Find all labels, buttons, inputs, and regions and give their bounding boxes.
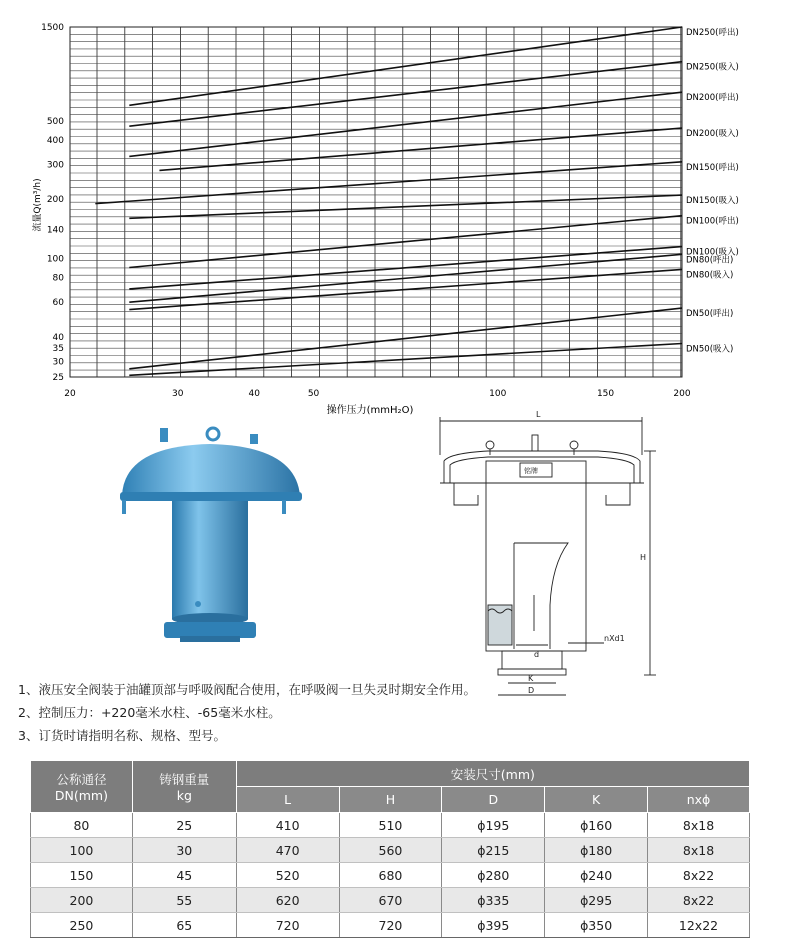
cell: 25	[132, 813, 236, 838]
cell: 12x22	[648, 913, 750, 938]
cell: ϕ395	[442, 913, 545, 938]
legend-label: DN100(吸入)	[686, 247, 739, 258]
cell: 200	[31, 888, 133, 913]
legend-label: DN50(吸入)	[686, 344, 734, 355]
y-tick-label: 400	[46, 135, 64, 146]
cell: 55	[132, 888, 236, 913]
header-H: H	[339, 787, 442, 813]
header-weight-line2: kg	[176, 788, 192, 803]
x-tick-label: 20	[64, 389, 76, 399]
x-tick-label: 100	[489, 389, 507, 399]
header-weight-line1: 铸钢重量	[159, 772, 210, 787]
header-D: D	[442, 787, 545, 813]
cell: 560	[339, 838, 442, 863]
legend-label: DN200(呼出)	[686, 93, 739, 104]
cell: ϕ160	[545, 813, 648, 838]
label-d: d	[534, 650, 540, 659]
cell: 520	[236, 863, 339, 888]
cell: ϕ350	[545, 913, 648, 938]
y-tick-label: 35	[52, 344, 64, 355]
cell: 620	[236, 888, 339, 913]
y-tick-label: 40	[52, 332, 64, 343]
cell: 8x18	[648, 813, 750, 838]
header-L: L	[236, 787, 339, 813]
label-L: L	[536, 410, 541, 419]
header-install: 安装尺寸(mm)	[236, 761, 749, 787]
y-tick-label: 200	[46, 195, 64, 206]
legend-label: DN250(吸入)	[686, 62, 739, 73]
y-tick-label: 25	[52, 373, 64, 383]
label-nameplate: 铭牌	[524, 467, 538, 475]
valve-photo	[110, 418, 310, 658]
cell: 150	[31, 863, 133, 888]
cell: ϕ215	[442, 838, 545, 863]
table-row	[31, 838, 750, 863]
cell: 8x22	[648, 863, 750, 888]
x-tick-label: 50	[307, 389, 320, 399]
valve-drawing	[428, 405, 660, 700]
label-K: K	[528, 674, 534, 683]
cell: 8x22	[648, 888, 750, 913]
x-tick-label: 200	[673, 389, 691, 399]
series-line	[129, 216, 682, 268]
cell: ϕ280	[442, 863, 545, 888]
table-row	[31, 863, 750, 888]
note-1: 1、液压安全阀装于油罐顶部与呼吸阀配合使用，在呼吸阀一旦失灵时期安全作用。	[18, 682, 476, 697]
cell: 510	[339, 813, 442, 838]
legend-label: DN150(吸入)	[686, 196, 739, 207]
y-tick-label: 1500	[41, 23, 64, 33]
series-line	[129, 195, 682, 218]
x-tick-label: 150	[596, 389, 615, 399]
legend-label: DN80(呼出)	[686, 255, 734, 266]
header-dn-line2: DN(mm)	[54, 788, 108, 803]
header-weight	[132, 761, 236, 813]
label-nxd1: nXd1	[604, 634, 625, 643]
y-tick-label: 300	[46, 160, 64, 171]
series-line	[129, 92, 682, 156]
notes	[18, 678, 476, 747]
cell: ϕ180	[545, 838, 648, 863]
header-dn	[31, 761, 133, 813]
cell: 720	[236, 913, 339, 938]
label-D: D	[528, 686, 535, 695]
cell: ϕ295	[545, 888, 648, 913]
cell: 100	[31, 838, 133, 863]
cell: ϕ195	[442, 813, 545, 838]
chart-grid	[70, 27, 682, 377]
y-tick-label: 30	[52, 357, 64, 368]
header-nx: nxϕ	[648, 787, 750, 813]
legend-label: DN100(呼出)	[686, 216, 739, 227]
cell: 670	[339, 888, 442, 913]
y-axis-label: 流量Q(m³/h)	[33, 178, 43, 232]
cell: 720	[339, 913, 442, 938]
label-H: H	[640, 553, 647, 562]
cell: 410	[236, 813, 339, 838]
note-2: 2、控制压力：+220毫米水柱、-65毫米水柱。	[18, 705, 281, 720]
y-tick-label: 80	[52, 273, 64, 284]
cell: ϕ335	[442, 888, 545, 913]
cell: 680	[339, 863, 442, 888]
y-tick-label: 100	[46, 254, 64, 265]
cell: 250	[31, 913, 133, 938]
cell: 45	[132, 863, 236, 888]
cell: 8x18	[648, 838, 750, 863]
table-row	[31, 813, 750, 838]
legend-label: DN80(吸入)	[686, 270, 734, 281]
y-tick-label: 140	[46, 225, 64, 236]
note-3: 3、订货时请指明名称、规格、型号。	[18, 728, 226, 743]
header-dn-line1: 公称通径	[56, 772, 107, 787]
legend-label: DN50(呼出)	[686, 309, 734, 320]
legend-label: DN250(呼出)	[686, 28, 739, 38]
cell: 30	[132, 838, 236, 863]
cell: 65	[132, 913, 236, 938]
cell: 80	[31, 813, 133, 838]
y-tick-label: 500	[46, 116, 64, 127]
y-tick-label: 60	[52, 298, 64, 309]
legend-label: DN200(吸入)	[686, 129, 739, 140]
flow-chart	[0, 0, 800, 415]
header-K: K	[545, 787, 648, 813]
cell: 470	[236, 838, 339, 863]
cell: ϕ240	[545, 863, 648, 888]
spec-table	[30, 760, 750, 938]
x-tick-label: 30	[172, 389, 184, 399]
table-row	[31, 913, 750, 938]
x-tick-label: 40	[248, 389, 260, 399]
x-axis-label: 操作压力(mmH₂O)	[326, 405, 414, 415]
chart-legend	[686, 27, 739, 354]
legend-label: DN150(呼出)	[686, 162, 739, 173]
series-line	[129, 254, 682, 302]
table-row	[31, 888, 750, 913]
chart-series	[95, 27, 682, 375]
series-line	[159, 128, 682, 170]
